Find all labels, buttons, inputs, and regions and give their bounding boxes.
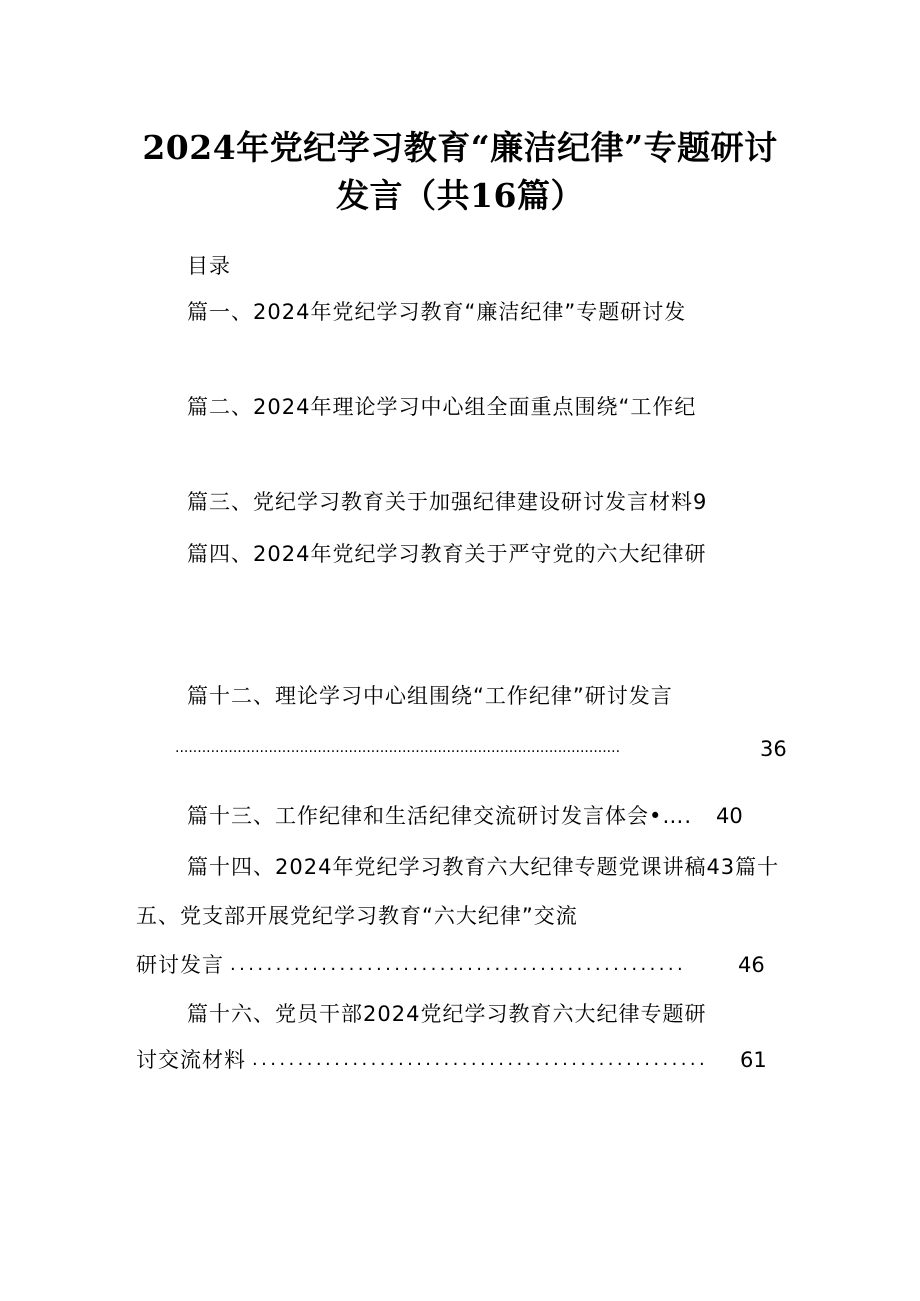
toc-entry-12[interactable]: 篇十二、理论学习中心组围绕“工作纪律”研讨发言 [187,684,673,708]
toc-entry-16-page: 61 [740,1048,767,1072]
toc-heading: 目录 [187,254,231,278]
toc-entry-12-leader-dots: .................................................................................................... [175,740,621,756]
toc-entry-15-page: 46 [738,953,765,977]
toc-entry-15-line-1[interactable]: 五、党支部开展党纪学习教育“六大纪律”交流 [136,904,578,928]
toc-entry-15-line-2[interactable]: 研讨发言 [136,953,224,977]
toc-entry-3[interactable]: 篇三、党纪学习教育关于加强纪律建设研讨发言材料9 [187,490,708,514]
toc-entry-1[interactable]: 篇一、2024年党纪学习教育“廉洁纪律”专题研讨发 [187,300,687,324]
toc-entry-2[interactable]: 篇二、2024年理论学习中心组全面重点围绕“工作纪 [187,395,697,419]
toc-entry-16-leader-dots: .................................................. [252,1049,709,1070]
toc-entry-12-page: 36 [760,737,787,761]
document-title-line-1: 2024年党纪学习教育“廉洁纪律”专题研讨 [142,128,778,167]
toc-entry-13-page: 40 [716,804,743,828]
toc-entry-13[interactable]: 篇十三、工作纪律和生活纪律交流研讨发言体会•…. [187,804,693,828]
toc-entry-14[interactable]: 篇十四、2024年党纪学习教育六大纪律专题党课讲稿43篇十 [187,855,780,879]
document-title-line-2: 发言（共16篇） [336,176,584,215]
toc-entry-4[interactable]: 篇四、2024年党纪学习教育关于严守党的六大纪律研 [187,542,707,566]
toc-entry-15-leader-dots: .................................................. [230,954,687,975]
toc-entry-16-line-1[interactable]: 篇十六、党员干部2024党纪学习教育六大纪律专题研 [187,1002,707,1026]
toc-entry-16-line-2[interactable]: 讨交流材料 [136,1048,246,1072]
